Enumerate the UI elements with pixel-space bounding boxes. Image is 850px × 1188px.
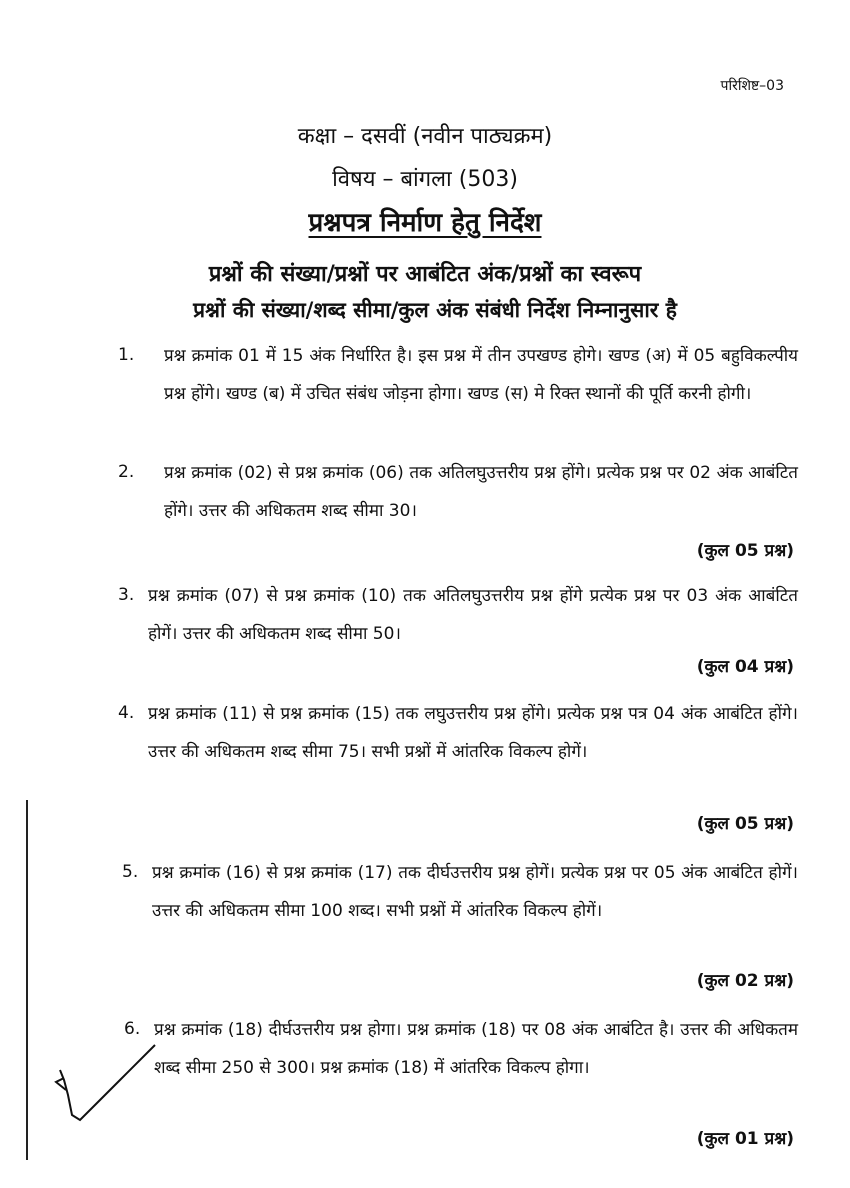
item-number: 2.: [118, 462, 135, 482]
item-text: प्रश्न क्रमांक (02) से प्रश्न क्रमांक (06) तक अतिलघुउत्तरीय प्रश्न होंगे। प्रत्येक प्रश्न पर 02 अंक आबंटित होंगे। उत्तर की अधिकतम शब्द सीमा 30।: [164, 463, 798, 521]
item-number: 5.: [122, 862, 139, 882]
appendix-label: परिशिष्ट–03: [720, 78, 784, 94]
page-title: प्रश्नपत्र निर्माण हेतु निर्देश: [308, 208, 542, 238]
item-number: 4.: [118, 703, 135, 723]
instruction-item-6: [124, 1019, 798, 1134]
item-text: प्रश्न क्रमांक (11) से प्रश्न क्रमांक (15) तक लघुउत्तरीय प्रश्न होंगे। प्रत्येक प्रश्न पत्र 04 अंक आबंटित होंगे। उत्तर की अधिकतम शब्द सीमा 75। सभी प्रश्नों में आंतरिक विकल्प होगें।: [148, 704, 798, 762]
item-total: (कुल 05 प्रश्न): [696, 541, 794, 561]
signature-mark: [50, 1020, 160, 1130]
item-number: 1.: [118, 345, 135, 365]
item-total: (कुल 01 प्रश्न): [696, 1129, 794, 1149]
item-text: प्रश्न क्रमांक 01 में 15 अंक निर्धारित है। इस प्रश्न में तीन उपखण्ड होगे। खण्ड (अ) में 05 बहुविकल्पीय प्रश्न होंगे। खण्ड (ब) में उचित संबंध जोड़ना होगा। खण्ड (स) मे रिक्त स्थानों की पूर्ति करनी होगी।: [164, 346, 798, 404]
instruction-item-4: [118, 703, 798, 818]
margin-line: [26, 800, 28, 1160]
subject-line: विषय – बांगला (503): [332, 167, 518, 192]
item-text: प्रश्न क्रमांक (16) से प्रश्न क्रमांक (17) तक दीर्घउत्तरीय प्रश्न होगें। प्रत्येक प्रश्न पर 05 अंक आबंटित होगें। उत्तर की अधिकतम सीमा 100 शब्द। सभी प्रश्नों में आंतरिक विकल्प होगें।: [152, 863, 798, 921]
item-total: (कुल 05 प्रश्न): [696, 814, 794, 834]
item-total: (कुल 04 प्रश्न): [696, 657, 794, 677]
subheading-2: प्रश्नों की संख्या/शब्द सीमा/कुल अंक संबंधी निर्देश निम्नानुसार है: [193, 298, 677, 322]
item-number: 6.: [124, 1019, 141, 1039]
class-line: कक्षा – दसवीं (नवीन पाठ्यक्रम): [297, 124, 553, 149]
item-total: (कुल 02 प्रश्न): [696, 971, 794, 991]
item-text: प्रश्न क्रमांक (07) से प्रश्न क्रमांक (10) तक अतिलघुउत्तरीय प्रश्न होंगे प्रत्येक प्रश्न पर 03 अंक आबंटित होगें। उत्तर की अधिकतम शब्द सीमा 50।: [148, 586, 798, 644]
instruction-item-3: [118, 585, 798, 665]
item-number: 3.: [118, 585, 135, 605]
instruction-item-2: [118, 462, 798, 542]
subheading-1: प्रश्नों की संख्या/प्रश्नों पर आबंटित अंक/प्रश्नों का स्वरूप: [208, 262, 642, 287]
item-text: प्रश्न क्रमांक (18) दीर्घउत्तरीय प्रश्न होगा। प्रश्न क्रमांक (18) पर 08 अंक आबंटित है। उत्तर की अधिकतम शब्द सीमा 250 से 300। प्रश्न क्रमांक (18) में आंतरिक विकल्प होगा।: [154, 1020, 798, 1078]
instruction-item-5: [122, 862, 798, 977]
instruction-item-1: [118, 345, 798, 460]
